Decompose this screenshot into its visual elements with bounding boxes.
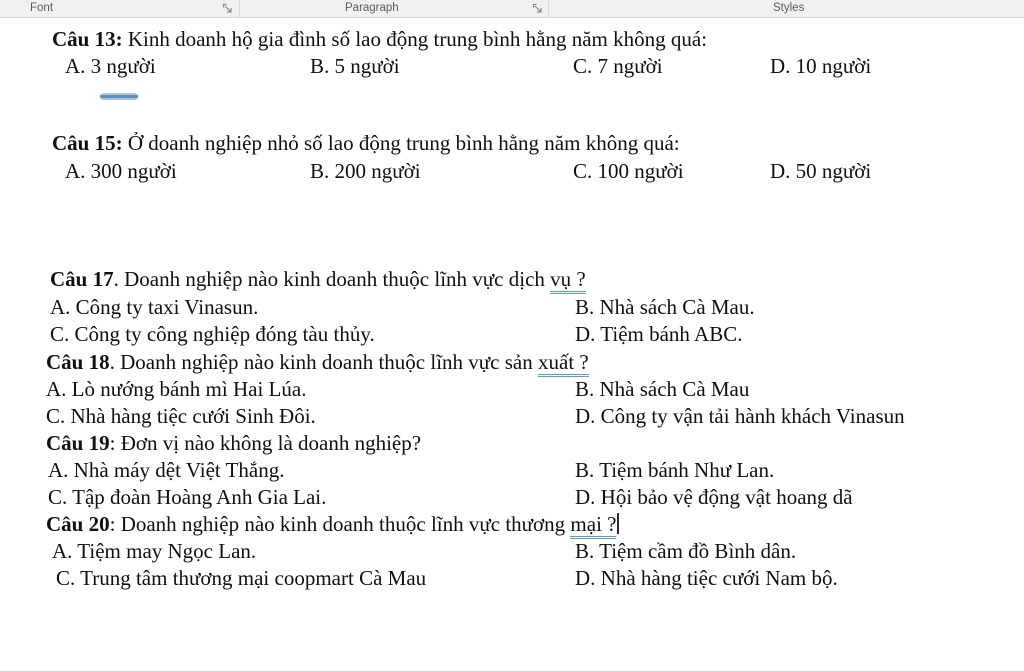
option-17-a[interactable]: A. Công ty taxi Vinasun. [50, 295, 259, 319]
grammar-underlined-text: vụ ? [550, 267, 586, 294]
option-13-a[interactable]: A. 3 người [65, 54, 156, 78]
option-18-d[interactable]: D. Công ty vận tải hành khách Vinasun [575, 404, 905, 428]
grammar-underlined-text: xuất ? [538, 350, 589, 377]
option-20-d[interactable]: D. Nhà hàng tiệc cưới Nam bộ. [575, 566, 838, 590]
ribbon-group-strip [0, 0, 1024, 18]
option-19-d[interactable]: D. Hội bảo vệ động vật hoang dã [575, 485, 853, 509]
question-15-options [0, 159, 1024, 185]
grammar-underlined-text: mại ? [570, 512, 616, 539]
option-15-a[interactable]: A. 300 người [65, 159, 177, 183]
question-17-text: . Doanh nghiệp nào kinh doanh thuộc lĩnh vực dịch [113, 267, 551, 291]
question-17[interactable] [50, 267, 586, 292]
question-20-text: : Doanh nghiệp nào kinh doanh thuộc lĩnh vực thương [109, 512, 571, 536]
question-18-number: Câu 18 [46, 350, 110, 374]
question-19-options-row-2 [0, 485, 1024, 511]
option-15-d[interactable]: D. 50 người [770, 159, 872, 183]
option-19-c[interactable]: C. Tập đoàn Hoàng Anh Gia Lai. [48, 485, 327, 509]
ribbon-group-paragraph-label: Paragraph [345, 2, 399, 14]
option-18-b[interactable]: B. Nhà sách Cà Mau [575, 377, 750, 401]
question-15-number: Câu 15: [52, 131, 123, 155]
option-13-c[interactable]: C. 7 người [573, 54, 663, 78]
question-20-options-row-1 [0, 539, 1024, 565]
ribbon-group-styles-label: Styles [773, 2, 805, 14]
ribbon-separator [239, 0, 240, 17]
option-13-d[interactable]: D. 10 người [770, 54, 872, 78]
question-17-number: Câu 17 [50, 267, 114, 291]
option-20-c[interactable]: C. Trung tâm thương mại coopmart Cà Mau [56, 566, 427, 590]
option-18-c[interactable]: C. Nhà hàng tiệc cưới Sinh Đôi. [46, 404, 316, 428]
question-19[interactable] [46, 431, 421, 456]
question-18[interactable] [46, 350, 589, 375]
question-13[interactable] [52, 27, 707, 52]
option-17-b[interactable]: B. Nhà sách Cà Mau. [575, 295, 755, 319]
ribbon-group-font-label: Font [30, 2, 54, 14]
question-13-number: Câu 13: [52, 27, 123, 51]
option-20-b[interactable]: B. Tiệm cầm đồ Bình dân. [575, 539, 797, 563]
option-19-b[interactable]: B. Tiệm bánh Như Lan. [575, 458, 775, 482]
text-cursor [617, 513, 619, 534]
question-18-options-row-2 [0, 404, 1024, 430]
question-20[interactable] [46, 512, 619, 537]
question-18-options-row-1 [0, 377, 1024, 403]
question-13-text: Kinh doanh hộ gia đình số lao động trung bình hằng năm không quá: [122, 27, 708, 51]
paragraph-dialog-launcher-icon[interactable] [531, 2, 544, 15]
option-15-c[interactable]: C. 100 người [573, 159, 684, 183]
question-13-options [0, 54, 1024, 80]
option-19-a[interactable]: A. Nhà máy dệt Việt Thắng. [48, 458, 285, 482]
question-18-text: . Doanh nghiệp nào kinh doanh thuộc lĩnh vực sản [109, 350, 538, 374]
question-19-options-row-1 [0, 458, 1024, 484]
option-18-a[interactable]: A. Lò nướng bánh mì Hai Lúa. [46, 377, 307, 401]
option-20-a[interactable]: A. Tiệm may Ngọc Lan. [52, 539, 257, 563]
proofing-mark [100, 93, 138, 100]
question-15[interactable] [52, 131, 680, 156]
option-15-b[interactable]: B. 200 người [310, 159, 421, 183]
font-dialog-launcher-icon[interactable] [221, 2, 234, 15]
question-15-text: Ở doanh nghiệp nhỏ số lao động trung bình hằng năm không quá: [122, 131, 680, 155]
question-17-options-row-1 [0, 295, 1024, 321]
option-13-b[interactable]: B. 5 người [310, 54, 400, 78]
option-17-c[interactable]: C. Công ty công nghiệp đóng tàu thủy. [50, 322, 375, 346]
question-20-options-row-2 [0, 566, 1024, 592]
question-20-number: Câu 20 [46, 512, 110, 536]
ribbon-separator [548, 0, 549, 17]
option-17-d[interactable]: D. Tiệm bánh ABC. [575, 322, 743, 346]
question-19-text: : Đơn vị nào không là doanh nghiệp? [109, 431, 422, 455]
question-17-options-row-2 [0, 322, 1024, 348]
question-19-number: Câu 19 [46, 431, 110, 455]
